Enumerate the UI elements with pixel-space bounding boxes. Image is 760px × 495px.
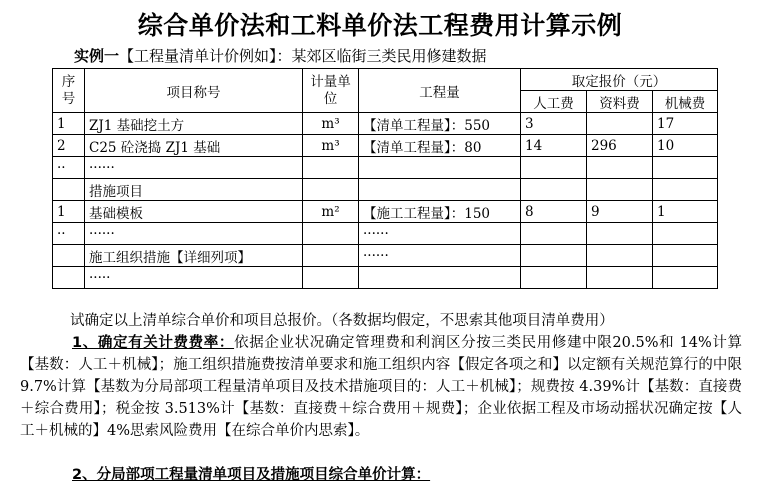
cell-material (587, 267, 653, 289)
cell-name: ······ (85, 223, 303, 245)
table-row (53, 135, 718, 157)
cell-machine (653, 245, 718, 267)
cell-serial (53, 245, 85, 267)
cell-quantity (359, 179, 521, 201)
cell-quantity: ······ (359, 245, 521, 267)
cell-quantity (359, 267, 521, 289)
cell-unit: m³ (303, 135, 359, 157)
cell-machine (653, 157, 718, 179)
cell-material (587, 245, 653, 267)
header-quote-group: 取定报价（元） (521, 69, 718, 91)
table-row (53, 157, 718, 179)
cell-machine (653, 223, 718, 245)
table-row (53, 267, 718, 289)
cell-name: 基础模板 (85, 201, 303, 223)
section1-paragraph (20, 332, 742, 442)
header-machine: 机械费 (653, 91, 718, 113)
example-subtitle (74, 45, 487, 66)
header-material: 资料费 (587, 91, 653, 113)
table-header-row (53, 69, 718, 91)
cell-labor (521, 179, 587, 201)
intro-text: 试确定以上清单综合单价和项目总报价。（各数据均假定，不思索其他项目清单费用） (70, 313, 614, 329)
cell-machine (653, 267, 718, 289)
cell-material (587, 179, 653, 201)
cell-unit (303, 179, 359, 201)
cell-labor: 8 (521, 201, 587, 223)
cell-labor (521, 267, 587, 289)
cell-serial: 1 (53, 113, 85, 135)
cell-machine: 17 (653, 113, 718, 135)
header-unit: 计量单位 (303, 69, 359, 113)
cell-quantity (359, 157, 521, 179)
table-row (53, 201, 718, 223)
cell-material: 296 (587, 135, 653, 157)
cell-unit: m² (303, 201, 359, 223)
cell-serial (53, 267, 85, 289)
cell-quantity: 【清单工程量】：550 (359, 113, 521, 135)
example-description: 【工程量清单计价例如】：某郊区临街三类民用修建数据 (119, 47, 487, 65)
section2-heading: 2、分局部项工程量清单项目及措施项目综合单价计算： (72, 467, 431, 483)
table-row (53, 113, 718, 135)
section1-body: 依据企业状况确定管理费和利润区分按三类民用修建中限20.5%和 14%计算【基数：人工＋机械】；施工组织措施费按清单要求和施工组织内容【假定各项之和】以定额有关规范算行的中限 9.7%计算【基数为分局部项工程量清单项目及技术措施项目的：人工＋机械】；规费按 4.39%计【基数：直接费＋综合费用】；税金按 3.513%计【基数：直接费＋综合费用＋规费】；企业依据工程及市场动摇状况确定按【人工＋机械的】4%思索风险费用【在综合单价内思索】。 (20, 335, 743, 439)
section2-paragraph (72, 464, 742, 486)
page-title: 综合单价法和工料单价法工程费用计算示例 (137, 11, 623, 40)
header-labor: 人工费 (521, 91, 587, 113)
cell-machine (653, 179, 718, 201)
cell-unit (303, 157, 359, 179)
cell-material (587, 223, 653, 245)
cell-quantity: 【清单工程量】：80 (359, 135, 521, 157)
cell-material: 9 (587, 201, 653, 223)
cell-unit (303, 223, 359, 245)
table-row (53, 223, 718, 245)
cell-name: 施工组织措施【详细列项】 (85, 245, 303, 267)
header-quantity: 工程量 (359, 69, 521, 113)
cell-name: ZJ1 基础挖土方 (85, 113, 303, 135)
cell-machine: 1 (653, 201, 718, 223)
table-row (53, 179, 718, 201)
cell-quantity: ······ (359, 223, 521, 245)
cell-serial: ·· (53, 223, 85, 245)
cell-unit (303, 245, 359, 267)
cell-name: C25 砼浇捣 ZJ1 基础 (85, 135, 303, 157)
cell-serial: 2 (53, 135, 85, 157)
cell-name: ······ (85, 157, 303, 179)
cell-unit: m³ (303, 113, 359, 135)
header-serial: 序号 (53, 69, 85, 113)
cell-material (587, 113, 653, 135)
cell-serial (53, 179, 85, 201)
cell-labor: 14 (521, 135, 587, 157)
cell-unit (303, 267, 359, 289)
cell-serial: ·· (53, 157, 85, 179)
header-name: 项目称号 (85, 69, 303, 113)
cell-quantity: 【施工工程量】：150 (359, 201, 521, 223)
example-label: 实例一 (74, 47, 120, 65)
cell-name: 措施项目 (85, 179, 303, 201)
cell-machine: 10 (653, 135, 718, 157)
quote-table (52, 68, 718, 289)
cell-labor (521, 157, 587, 179)
cell-name: ····· (85, 267, 303, 289)
cell-labor (521, 223, 587, 245)
cell-labor (521, 245, 587, 267)
table-row (53, 245, 718, 267)
cell-serial: 1 (53, 201, 85, 223)
section1-heading: 1、确定有关计费费率： (72, 335, 235, 351)
cell-material (587, 157, 653, 179)
cell-labor: 3 (521, 113, 587, 135)
